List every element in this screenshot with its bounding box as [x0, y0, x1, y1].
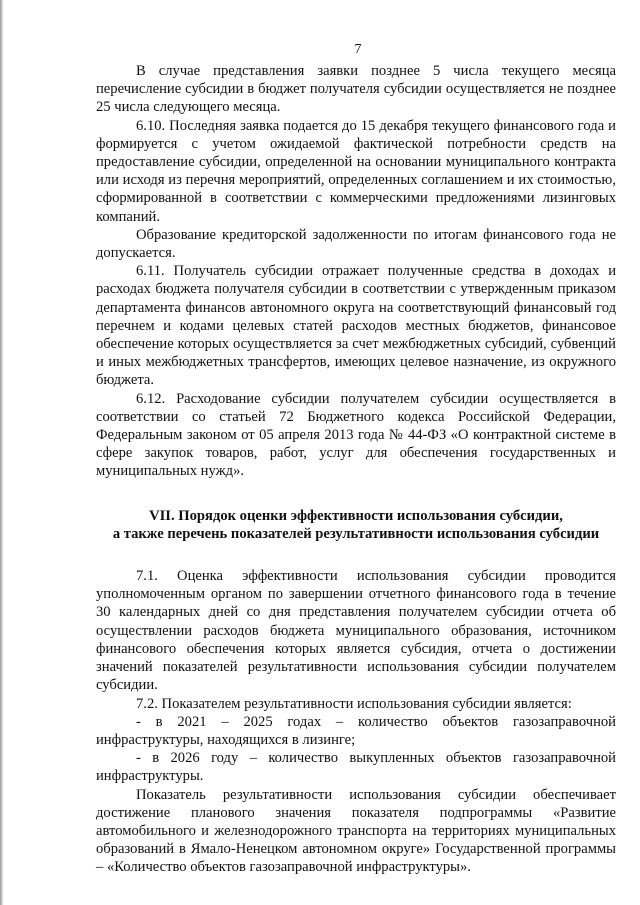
paragraph-6-12: 6.12. Расходование субсидии получателем субсидии осуществляется в соответствии со статьей 72 Бюджетного кодекса Российской Федерации, Федеральным законом от 05 апреля 2013 года № 44-ФЗ «О контрактной системе в сфере закупок товаров, работ, услуг для обеспечения государственных и муниципальных нужд». [96, 390, 616, 480]
document-body [96, 62, 616, 877]
section-heading-line-1: VII. Порядок оценки эффективности использования субсидии, [149, 507, 563, 524]
list-item-2021-2025: - в 2021 – 2025 годах – количество объектов газозаправочной инфраструктуры, находящихся в лизинге; [96, 713, 616, 748]
section-heading-line-2: а также перечень показателей результативности использования субсидии [112, 525, 600, 542]
paragraph-no-arrears: Образование кредиторской задолженности по итогам финансового года не допускается. [96, 226, 616, 262]
paragraph-6-11: 6.11. Получатель субсидии отражает полученные средства в доходах и расходах бюджета получателя субсидии в соответствии с утвержденным приказом департамента финансов автономного округа на соответствующий финансовый год перечнем и кодами целевых статей расходов местных бюджетов, финансовое обеспечение которых осуществляется за счет межбюджетных субсидий, субвенций и иных межбюджетных трансфертов, имеющих целевое назначение, из окружного бюджета. [96, 263, 616, 389]
list-item-2026: - в 2026 году – количество выкупленных объектов газозаправочной инфраструктуры. [96, 750, 616, 785]
paragraph-indicator: Показатель результативности использования субсидии обеспечивает достижение планового значения показателя подпрограммы «Развитие автомобильного и железнодорожного транспорта на территориях муниципальных образований в Ямало-Ненецком автономном округе» Государственной программы – «Количество объектов газозаправочной инфраструктуры». [96, 786, 616, 876]
paragraph-7-2: 7.2. Показателем результативности использования субсидии является: [136, 695, 572, 712]
paragraph-7-1: 7.1. Оценка эффективности использования субсидии проводится уполномоченным органом по завершении отчетного финансового года в течение 30 календарных дней со дня представления получателем субсидии отчета об осуществлении расходов бюджета муниципального образования, источником финансового обеспечения которых является субсидия, отчета о достижении значений показателей результативности использования субсидии получателем субсидии. [96, 568, 616, 694]
page-number: 7 [354, 42, 362, 57]
scan-edge [0, 0, 3, 905]
paragraph-6-10: 6.10. Последняя заявка подается до 15 декабря текущего финансового года и формируется с учетом ожидаемой фактической потребности средств на предоставление субсидии, определенной на основании муниципального контракта или исходя из перечня мероприятий, определенных соглашением и их стоимостью, сформированной в соответствии с коммерческими предложениями лизинговых компаний. [96, 117, 616, 225]
section-heading [96, 507, 616, 543]
paragraph-late-application: В случае представления заявки позднее 5 числа текущего месяца перечисление субсидии в бюджет получателя субсидии осуществляется не позднее 25 числа следующего месяца. [96, 63, 616, 116]
